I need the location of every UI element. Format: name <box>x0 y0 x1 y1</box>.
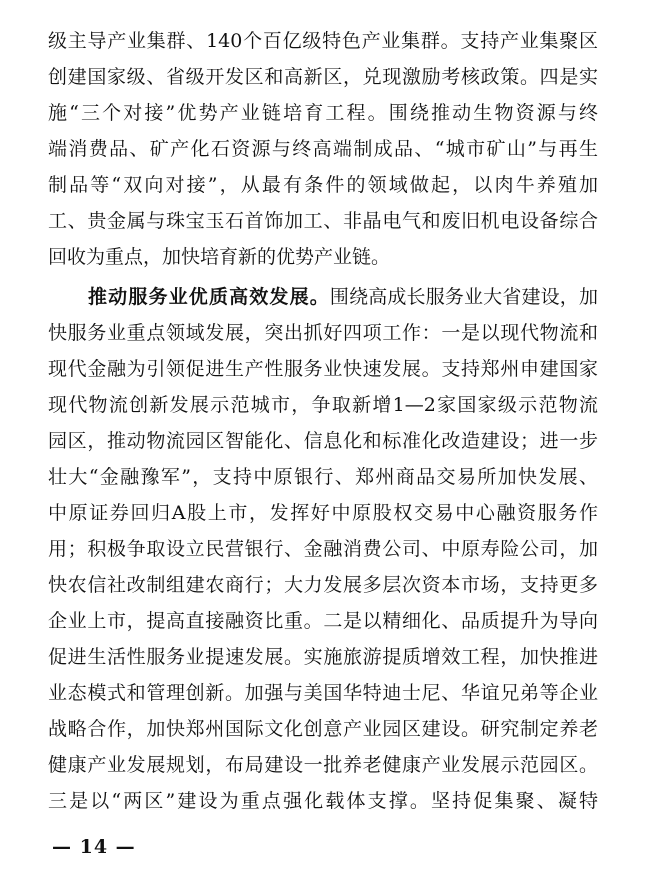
text-line: 端消费品、矿产化石资源与终高端制成品、“城市矿山”与再生 <box>48 138 598 160</box>
paragraph-first-line <box>88 282 598 312</box>
text-run: 围绕高成长服务业大省建设，加 <box>329 286 598 308</box>
text-line: 健康产业发展规划，布局建设一批养老健康产业发展示范园区。 <box>48 754 598 776</box>
text-line: 现代物流创新发展示范城市，争取新增1—2家国家级示范物流 <box>48 394 598 416</box>
text-line: 快农信社改制组建农商行；大力发展多层次资本市场，支持更多 <box>48 574 598 596</box>
text-line: 业态模式和管理创新。加强与美国华特迪士尼、华谊兄弟等企业 <box>48 682 598 704</box>
text-line: 制品等“双向对接”，从最有条件的领域做起，以肉牛养殖加 <box>48 174 598 196</box>
text-line: 战略合作，加快郑州国际文化创意产业园区建设。研究制定养老 <box>48 718 598 740</box>
text-line: 三是以“两区”建设为重点强化载体支撑。坚持促集聚、凝特 <box>48 790 598 812</box>
text-line: 创建国家级、省级开发区和高新区，兑现激励考核政策。四是实 <box>48 66 598 88</box>
paragraph-heading: 推动服务业优质高效发展。 <box>88 286 330 308</box>
text-line: 中原证券回归A股上市，发挥好中原股权交易中心融资服务作 <box>48 502 598 524</box>
text-line: 工、贵金属与珠宝玉石首饰加工、非晶电气和废旧机电设备综合 <box>48 210 598 232</box>
text-line: 促进生活性服务业提速发展。实施旅游提质增效工程，加快推进 <box>48 646 598 668</box>
text-line: 快服务业重点领域发展，突出抓好四项工作：一是以现代物流和 <box>48 322 598 344</box>
text-line: 施“三个对接”优势产业链培育工程。围绕推动生物资源与终 <box>48 102 598 124</box>
text-line: 园区，推动物流园区智能化、信息化和标准化改造建设；进一步 <box>48 430 598 452</box>
text-line: 企业上市，提高直接融资比重。二是以精细化、品质提升为导向 <box>48 610 598 632</box>
text-line: 壮大“金融豫军”，支持中原银行、郑州商品交易所加快发展、 <box>48 466 598 488</box>
text-line: 回收为重点，加快培育新的优势产业链。 <box>48 246 391 268</box>
page-number: — 14 — <box>52 836 136 858</box>
text-line: 用；积极争取设立民营银行、金融消费公司、中原寿险公司，加 <box>48 538 598 560</box>
text-line: 现代金融为引领促进生产性服务业快速发展。支持郑州申建国家 <box>48 358 598 380</box>
text-line: 级主导产业集群、140个百亿级特色产业集群。支持产业集聚区 <box>48 30 598 52</box>
